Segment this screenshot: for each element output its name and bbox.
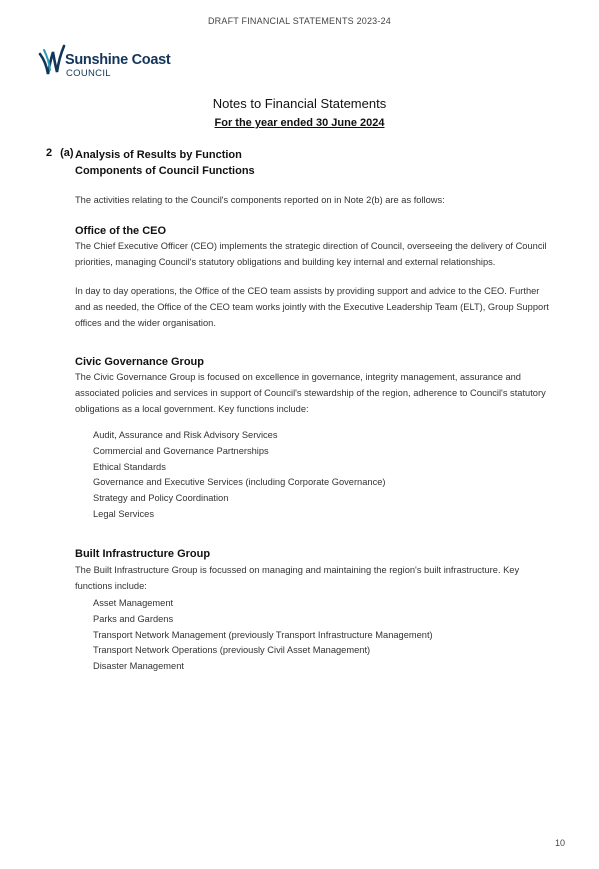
logo-swoosh-icon (38, 40, 68, 80)
office-ceo-heading: Office of the CEO (75, 225, 167, 237)
office-ceo-paragraph-1: The Chief Executive Officer (CEO) implements the strategic direction of Council, overseeing the delivery of Council priorities, managing Council's statutory obligations and building key internal and external relationships. (75, 241, 547, 267)
list-item: Transport Network Operations (previously Civil Asset Management) (93, 645, 371, 656)
list-item: Governance and Executive Services (including Corporate Governance) (93, 477, 386, 488)
list-item: Ethical Standards (93, 461, 166, 472)
civic-heading: Civic Governance Group (75, 356, 204, 368)
built-functions-list (93, 596, 433, 675)
list-item: Parks and Gardens (93, 613, 174, 624)
page-number: 10 (554, 838, 565, 848)
list-item: Legal Services (93, 508, 154, 519)
section-part: (a) (60, 147, 74, 159)
list-item: Strategy and Policy Coordination (93, 493, 229, 504)
section-number-value: 2 (46, 147, 53, 159)
section-title-line2: Components of Council Functions (75, 165, 255, 177)
page-header: DRAFT FINANCIAL STATEMENTS 2023-24 (207, 16, 391, 26)
list-item: Audit, Assurance and Risk Advisory Services (93, 430, 278, 440)
civic-paragraph: The Civic Governance Group is focused on excellence in governance, integrity management, assurance and associated policies and services in support of Council's stewardship of the region, adherence to Council's statutory obligations as a local government. Key functions include: (75, 372, 546, 414)
civic-functions-list (93, 428, 386, 523)
list-item: Asset Management (93, 598, 174, 608)
page-subtitle: For the year ended 30 June 2024 (214, 117, 385, 129)
logo-wordmark: Sunshine Coast (65, 52, 171, 68)
page-title: Notes to Financial Statements (212, 96, 387, 111)
intro-paragraph: The activities relating to the Council's components reported on in Note 2(b) are as follows: (75, 195, 445, 205)
list-item: Disaster Management (93, 661, 184, 672)
logo-subtitle: COUNCIL (66, 68, 111, 79)
section-title (75, 147, 255, 179)
built-heading: Built Infrastructure Group (75, 548, 211, 560)
council-logo (38, 40, 188, 82)
list-item: Commercial and Governance Partnerships (93, 445, 269, 456)
built-paragraph: The Built Infrastructure Group is focussed on managing and maintaining the region's built infrastructure. Key functions include: (75, 565, 520, 591)
list-item: Transport Network Management (previously Transport Infrastructure Management) (93, 629, 433, 640)
office-ceo-paragraph-2: In day to day operations, the Office of the CEO team assists by providing support and advice to the CEO. Further and as needed, the Office of the CEO team works jointly with the Executive Leadership Team (ELT), Group Support offices and the wider organisation. (75, 286, 549, 328)
section-title-line1: Analysis of Results by Function (75, 149, 242, 161)
